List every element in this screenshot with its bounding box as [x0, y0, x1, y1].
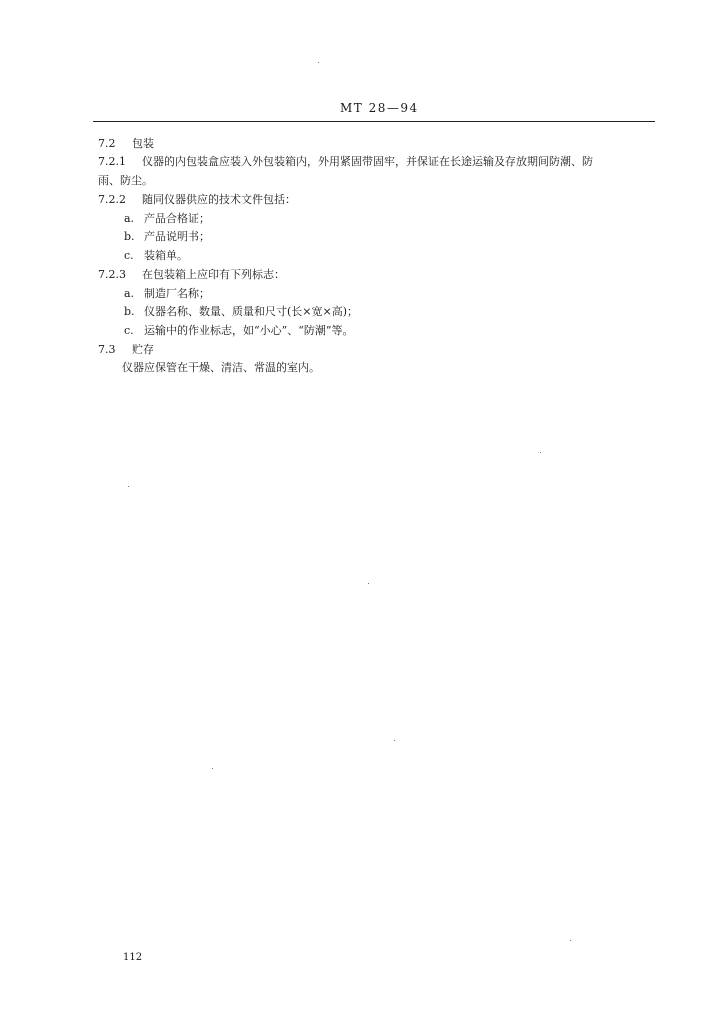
list-item: [124, 249, 188, 263]
scan-speck: [540, 452, 541, 453]
scan-speck: [394, 740, 395, 741]
list-marker: a.: [124, 287, 135, 300]
list-marker: c.: [124, 324, 134, 337]
scan-speck: [128, 486, 129, 487]
section-7-3-text: 仪器应保管在干燥、清洁、常温的室内。: [122, 361, 320, 374]
section-title: 贮存: [132, 343, 154, 356]
clause-text: 仪器的内包装盒应装入外包装箱内，外用紧固带固牢，并保证在长途运输及存放期间防潮、防: [142, 155, 593, 168]
page-number: 112: [123, 952, 143, 963]
section-number: 7.2: [98, 137, 116, 150]
clause-text: 随同仪器供应的技术文件包括：: [142, 193, 296, 206]
list-marker: c.: [124, 249, 134, 262]
section-number: 7.3: [98, 343, 116, 356]
list-item-text: 运输中的作业标志，如“小心”、“防潮”等。: [144, 324, 354, 337]
clause-number: 7.2.3: [98, 268, 126, 281]
clause-text: 在包装箱上应印有下列标志：: [142, 268, 285, 281]
clause-7-2-3: [98, 268, 285, 282]
section-heading-7-2: [98, 137, 154, 151]
clause-7-2-2: [98, 193, 296, 207]
clause-7-2-1: [98, 155, 593, 169]
list-item: [124, 324, 354, 338]
clause-number: 7.2.2: [98, 193, 126, 206]
header-standard-code: MT 28—94: [340, 101, 419, 115]
clause-7-2-1-continuation: 雨、防尘。: [98, 174, 153, 187]
list-marker: a.: [124, 212, 135, 225]
list-item-text: 装箱单。: [144, 249, 188, 262]
scan-speck: [212, 768, 213, 769]
list-marker: b.: [124, 305, 135, 318]
clause-number: 7.2.1: [98, 155, 126, 168]
list-item-text: 产品说明书；: [144, 230, 210, 243]
list-item-text: 仪器名称、数量、质量和尺寸(长×宽×高)；: [144, 305, 359, 318]
list-item: [124, 287, 210, 301]
list-item: [124, 230, 210, 244]
header-rule: [93, 121, 655, 122]
scan-speck: [570, 940, 571, 941]
list-item: [124, 305, 358, 319]
list-item: [124, 212, 210, 226]
list-item-text: 产品合格证；: [144, 212, 210, 225]
scan-speck: [368, 583, 369, 584]
list-marker: b.: [124, 230, 135, 243]
scan-speck: [318, 62, 319, 63]
list-item-text: 制造厂名称；: [144, 287, 210, 300]
section-heading-7-3: [98, 343, 154, 357]
section-title: 包装: [132, 137, 154, 150]
